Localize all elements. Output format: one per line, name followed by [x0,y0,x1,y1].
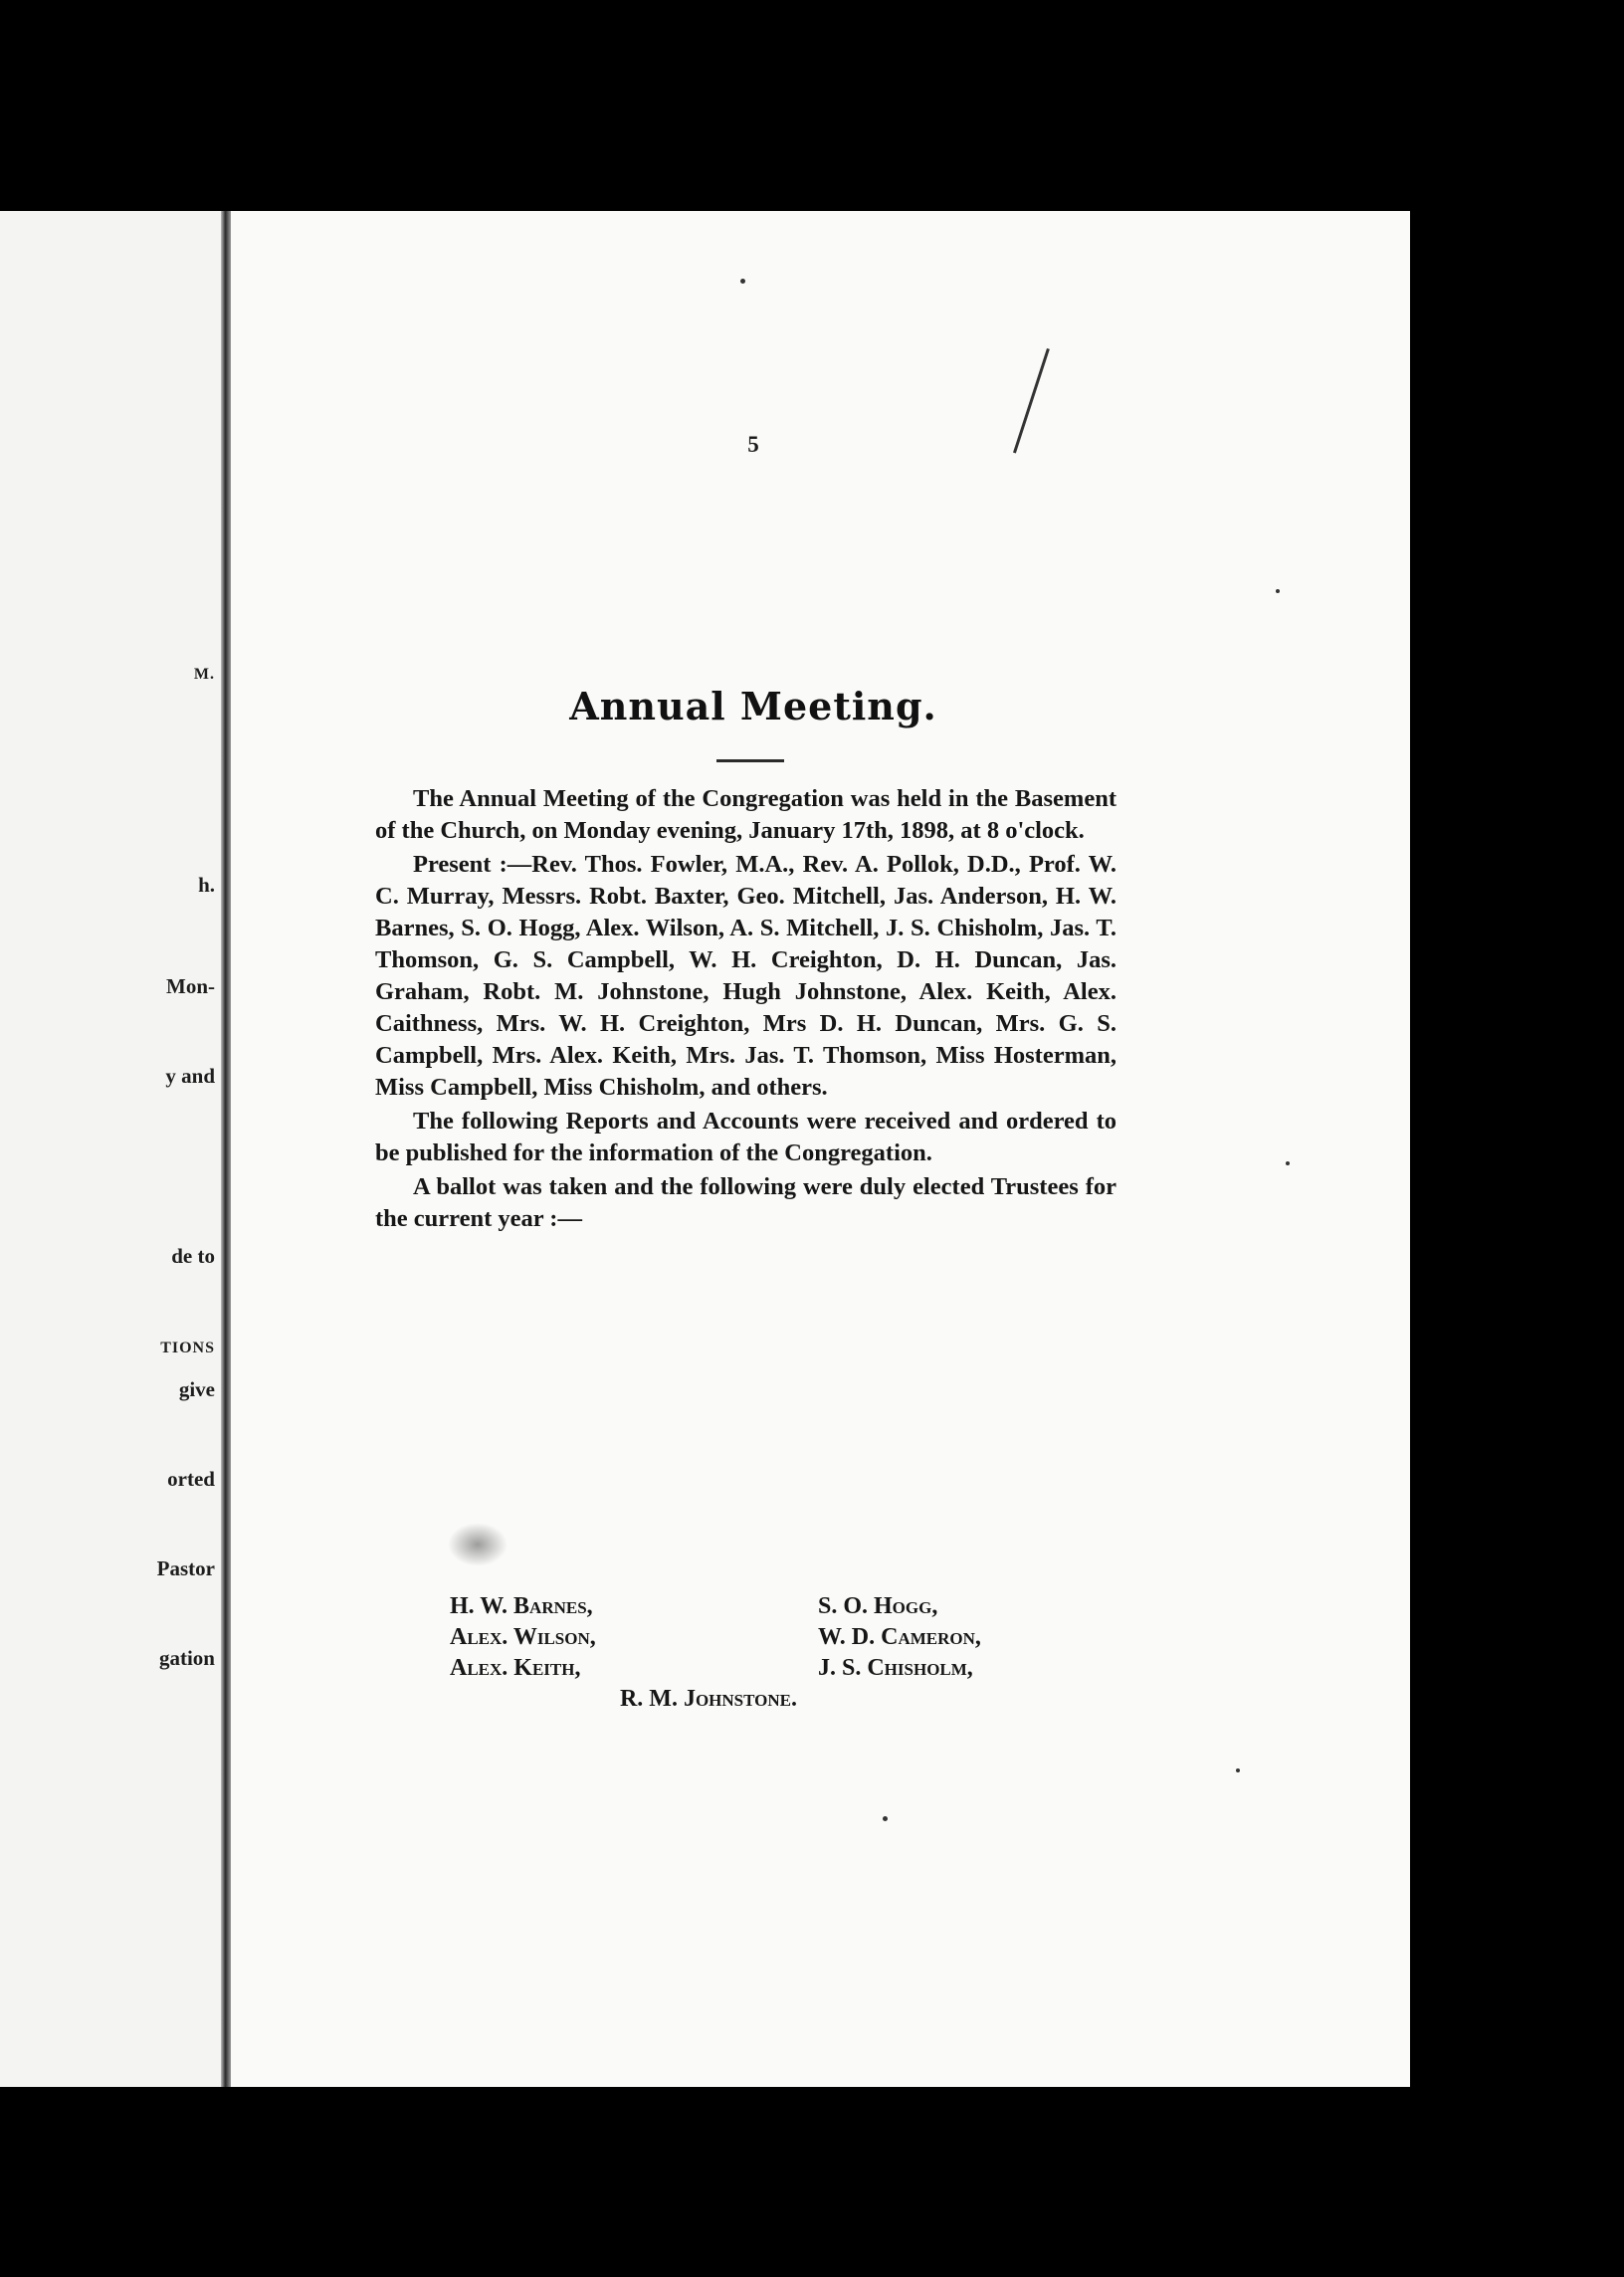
left-page-fragment: M. [193,666,215,683]
paragraph-intro: The Annual Meeting of the Congregation was held in the Basement of the Church, on Monday evening, January 17th, 1898, at 8 o'clock. [375,785,1116,844]
left-page-fragment: y and [165,1064,215,1088]
left-page-fragment: give [178,1377,215,1401]
left-page-fragment: h. [198,873,215,897]
trustee-row [450,1622,1087,1653]
trustee-list [450,1591,1087,1715]
left-page-fragment: Pastor [156,1556,215,1580]
paragraph-present: Present :—Rev. Thos. Fowler, M.A., Rev. A. Pollok, D.D., Prof. W. C. Murray, Messrs. Robt. Baxter, Geo. Mitchell, Jas. Anderson, H. W. Barnes, S. O. Hogg, Alex. Wilson, A. S. Mitchell, J. S. Chisholm, Jas. T. Thomson, G. S. Campbell, W. H. Creighton, D. H. Duncan, Jas. Graham, Robt. M. Johnstone, Hugh Johnstone, Alex. Keith, Alex. Caithness, Mrs. W. H. Creighton, Mrs D. H. Duncan, Mrs. G. S. Campbell, Mrs. Alex. Keith, Mrs. Jas. T. Thomson, Miss Hosterman, Miss Campbell, Miss Chisholm, and others. [375,851,1116,1101]
trustee-row [450,1591,1087,1622]
dust-speck [1286,1161,1290,1165]
meeting-minutes [375,783,1116,1237]
trustee-name: Alex. Wilson, [450,1624,596,1650]
dust-speck [1276,589,1280,593]
left-page-fragment: gation [158,1646,215,1670]
trustee-row [450,1653,1087,1684]
paragraph-ballot: A ballot was taken and the following were duly elected Trustees for the current year :— [375,1173,1116,1232]
right-page [231,211,1410,2087]
paragraph-reports: The following Reports and Accounts were received and ordered to be published for the information of the Congregation. [375,1108,1116,1166]
page-number: 5 [747,432,759,457]
left-page-fragment: TIONS [160,1340,215,1356]
trustee-name: Alex. Keith, [450,1655,581,1681]
book-gutter [221,211,231,2087]
trustee-name: J. S. Chisholm, [818,1655,973,1681]
dust-speck [740,279,745,284]
ink-smudge [448,1523,508,1566]
left-page-fragment: de to [171,1244,215,1268]
left-page [0,211,221,2087]
dust-speck [883,1816,888,1821]
pen-mark [1013,348,1050,454]
dust-speck [1236,1768,1240,1772]
trustee-name: W. D. Cameron, [818,1624,981,1650]
trustee-name: H. W. Barnes, [450,1593,593,1619]
left-page-fragment: orted [167,1467,215,1491]
section-heading: Annual Meeting. [569,684,937,728]
trustee-name: R. M. Johnstone. [619,1686,798,1712]
heading-rule [716,759,784,762]
left-page-fragment: Mon- [166,974,215,998]
trustee-name: S. O. Hogg, [818,1593,938,1619]
